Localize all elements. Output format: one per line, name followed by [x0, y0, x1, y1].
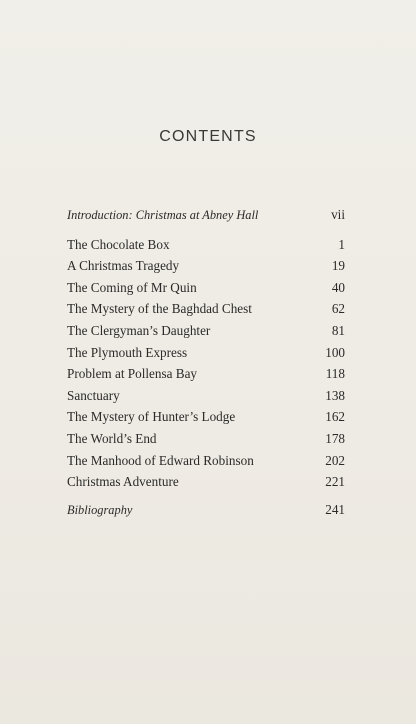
toc-entry-introduction	[67, 204, 345, 226]
toc-entry-title: The Mystery of Hunter’s Lodge	[67, 409, 236, 425]
toc-entry-page: 118	[325, 366, 345, 382]
toc-entry-page: 202	[325, 452, 345, 468]
toc-entry-page: 241	[325, 501, 345, 517]
toc-entry-title: A Christmas Tragedy	[67, 258, 180, 274]
toc-entry-title: The Mystery of the Baghdad Chest	[67, 301, 252, 317]
toc-entry-page: 100	[325, 344, 345, 360]
toc-entry	[67, 471, 345, 493]
toc-entry	[67, 320, 345, 342]
toc-entry-bibliography	[67, 499, 345, 521]
toc-entry-title: Problem at Pollensa Bay	[67, 366, 198, 382]
contents-heading: CONTENTS	[159, 128, 257, 145]
toc-entry	[67, 428, 345, 450]
toc-entry-page: 221	[325, 474, 345, 490]
table-of-contents	[67, 204, 345, 520]
toc-entry	[67, 406, 345, 428]
toc-entry-title: Bibliography	[67, 502, 133, 517]
toc-entry-title: The Coming of Mr Quin	[67, 279, 197, 295]
toc-entry-title: Introduction: Christmas at Abney Hall	[67, 208, 259, 222]
toc-entry	[67, 385, 345, 407]
toc-entry-page: 178	[325, 430, 345, 446]
toc-entry-title: The World’s End	[67, 430, 157, 446]
toc-entry-title: The Clergyman’s Daughter	[67, 322, 211, 338]
toc-entry-page: 19	[331, 258, 345, 274]
toc-entry-page: 40	[331, 279, 345, 295]
toc-entry-page: vii	[331, 207, 345, 222]
toc-entry-title: The Manhood of Edward Robinson	[67, 452, 254, 468]
toc-entry-page: 138	[325, 387, 345, 403]
toc-entry-page: 1	[338, 236, 345, 252]
toc-entry	[67, 277, 345, 299]
toc-entry-title: The Chocolate Box	[67, 236, 170, 252]
toc-entry	[67, 255, 345, 277]
toc-entry-title: Sanctuary	[67, 387, 120, 403]
toc-entry-title: The Plymouth Express	[67, 344, 188, 360]
toc-entry	[67, 298, 345, 320]
toc-entry-page: 81	[331, 322, 345, 338]
toc-entry-title: Christmas Adventure	[67, 474, 179, 490]
toc-entry	[67, 450, 345, 472]
toc-entry	[67, 363, 345, 385]
toc-entry	[67, 234, 345, 256]
toc-entry-page: 62	[331, 301, 345, 317]
toc-entry-page: 162	[325, 409, 345, 425]
toc-entry	[67, 342, 345, 364]
